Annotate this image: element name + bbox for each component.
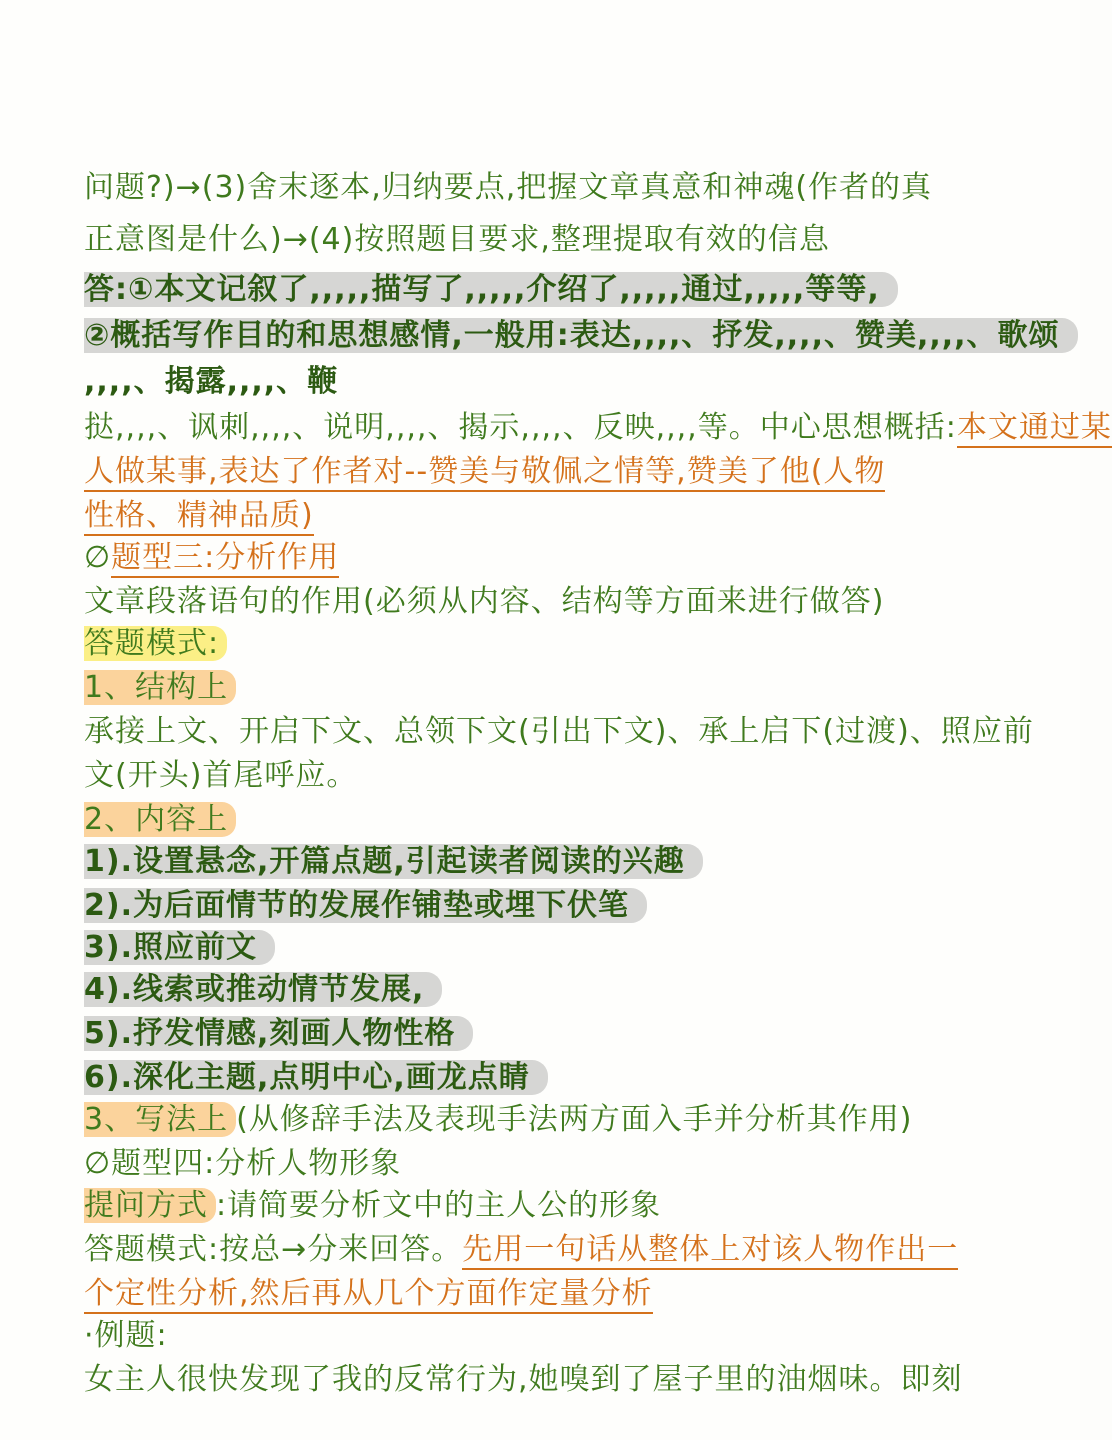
underlined-text: 本文通过某: [957, 410, 1112, 448]
underlined-text: 先用一句话从整体上对该人物作出一: [462, 1232, 958, 1270]
text-line: [84, 408, 1112, 448]
line-text: 答题模式:按总→分来回答。: [84, 1232, 463, 1267]
list-item: [84, 1014, 473, 1054]
underlined-text: 个定性分析,然后再从几个方面作定量分析: [84, 1276, 653, 1314]
list-item: [84, 886, 647, 926]
text-line: [84, 1230, 958, 1270]
highlighted-text: 答:①本文记叙了,,,,,描写了,,,,,介绍了,,,,,通过,,,,,等等,: [84, 272, 898, 307]
text-line: [84, 220, 830, 260]
text-line: [84, 712, 1034, 752]
list-item: [84, 970, 442, 1010]
highlighted-text: 6).深化主题,点明中心,画龙点睛: [84, 1060, 548, 1095]
section-heading-4: [84, 1144, 401, 1184]
list-item: [84, 928, 275, 968]
underlined-text: 人做某事,表达了作者对--赞美与敬佩之情等,赞美了他(人物: [84, 454, 885, 492]
highlighted-text: 3).照应前文: [84, 930, 275, 965]
highlighted-heading: 1、结构上: [84, 670, 236, 705]
underlined-text: 性格、精神品质): [84, 498, 314, 536]
line-text: 挞,,,,、讽刺,,,,、说明,,,,、揭示,,,,、反映,,,,等。中心思想概括:: [84, 410, 957, 445]
highlighted-text: 2).为后面情节的发展作铺垫或埋下伏笔: [84, 888, 647, 923]
line-text: 承接上文、开启下文、总领下文(引出下文)、承上启下(过渡)、照应前: [84, 714, 1034, 749]
line-text: (从修辞手法及表现手法两方面入手并分析其作用): [236, 1102, 913, 1137]
highlighted-text: 5).抒发情感,刻画人物性格: [84, 1016, 473, 1051]
line-text: :请简要分析文中的主人公的形象: [216, 1188, 662, 1223]
highlighted-text: ②概括写作目的和思想感情,一般用:表达,,,,、抒发,,,,、赞美,,,,、歌颂: [84, 318, 1078, 353]
line-text: 问题?)→(3)舍末逐本,归纳要点,把握文章真意和神魂(作者的真: [84, 170, 933, 205]
line-text: 文(开头)首尾呼应。: [84, 758, 358, 793]
answer-line-1: [84, 270, 898, 310]
text-line: [84, 1316, 168, 1356]
text-line: [84, 582, 884, 622]
text-line: [84, 756, 357, 796]
text-line: [84, 668, 236, 708]
text-line: [84, 452, 885, 492]
empty-set-icon: ∅: [84, 540, 112, 575]
text-line: [84, 1100, 913, 1140]
text-line: [84, 624, 227, 664]
line-text: ,,,,、揭露,,,,、鞭: [84, 364, 339, 399]
text-line: [84, 1360, 963, 1400]
highlighted-heading: 2、内容上: [84, 802, 236, 837]
list-item: [84, 1058, 548, 1098]
text-line: [84, 800, 236, 840]
highlighted-text: 1).设置悬念,开篇点题,引起读者阅读的兴趣: [84, 844, 703, 879]
text-line: [84, 168, 932, 208]
line-text: ·例题:: [84, 1318, 168, 1353]
text-line: [84, 362, 338, 402]
answer-line-2: [84, 316, 1078, 356]
text-line: [84, 1274, 653, 1314]
highlighted-text: 4).线索或推动情节发展,: [84, 972, 442, 1007]
section-title: ∅题型四:分析人物形象: [84, 1146, 402, 1181]
list-item: [84, 842, 703, 882]
line-text: 正意图是什么)→(4)按照题目要求,整理提取有效的信息: [84, 222, 830, 257]
highlighted-heading: 3、写法上: [84, 1102, 236, 1137]
highlighted-heading: 答题模式:: [84, 626, 227, 661]
line-text: 女主人很快发现了我的反常行为,她嗅到了屋子里的油烟味。即刻: [84, 1362, 963, 1397]
highlighted-heading: 提问方式: [84, 1188, 216, 1223]
text-line: [84, 1186, 661, 1226]
line-text: 文章段落语句的作用(必须从内容、结构等方面来进行做答): [84, 584, 885, 619]
text-line: [84, 496, 314, 536]
section-heading-3: [84, 538, 339, 578]
section-title: 题型三:分析作用: [111, 540, 339, 578]
